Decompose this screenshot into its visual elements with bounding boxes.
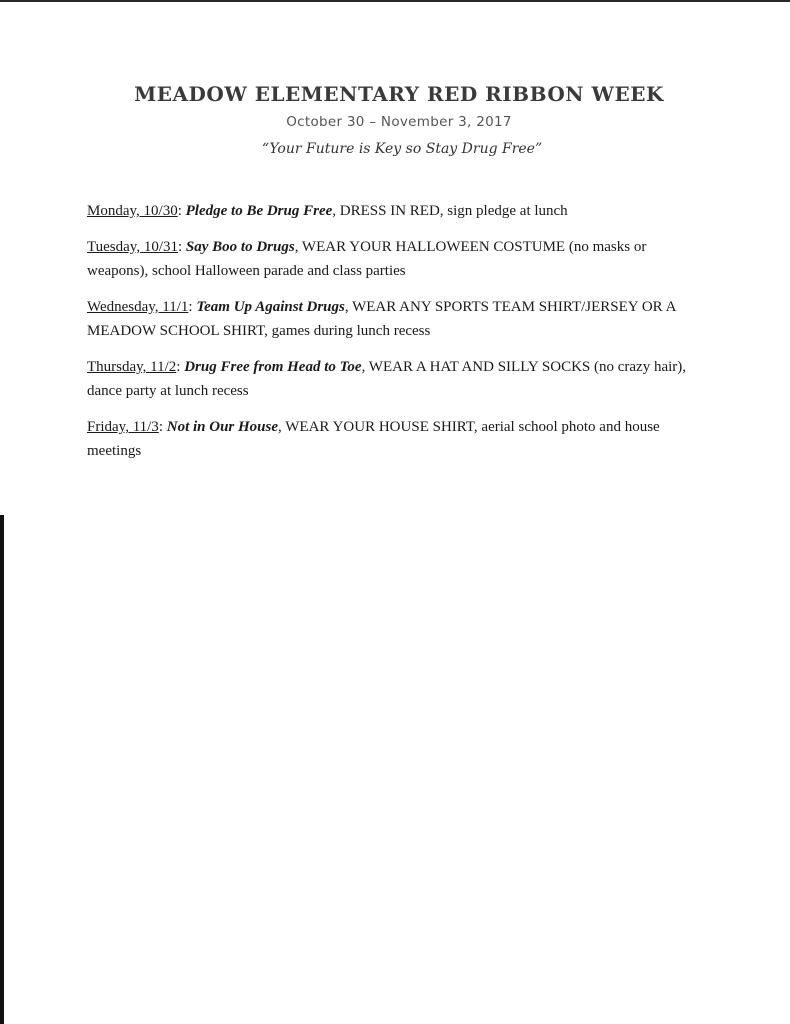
document-header: [0, 82, 790, 157]
day-label: Friday, 11/3: [87, 419, 159, 435]
day-label: Wednesday, 11/1: [87, 299, 189, 315]
day-theme: Pledge to Be Drug Free: [185, 203, 333, 219]
day-separator: :: [177, 239, 186, 255]
day-details: , WEAR ANY SPORTS TEAM SHIRT/JERSEY OR A MEADOW SCHOOL SHIRT, games during lunch recess: [87, 299, 676, 339]
day-theme: Drug Free from Head to Toe: [184, 359, 362, 375]
day-details: , WEAR YOUR HOUSE SHIRT, aerial school photo and house meetings: [87, 419, 660, 459]
day-separator: :: [177, 203, 186, 219]
schedule-entry-tuesday: [87, 235, 707, 283]
event-dates: October 30 – November 3, 2017: [286, 114, 512, 130]
scan-left-edge: [0, 515, 4, 1024]
day-separator: :: [158, 419, 167, 435]
day-details: , WEAR YOUR HALLOWEEN COSTUME (no masks or weapons), school Halloween parade and class parties: [87, 239, 647, 279]
schedule-entry-wednesday: [87, 295, 707, 343]
day-theme: Team Up Against Drugs: [196, 299, 345, 315]
day-separator: :: [176, 359, 185, 375]
day-details: , DRESS IN RED, sign pledge at lunch: [332, 203, 568, 219]
schedule-entry-thursday: [87, 355, 707, 403]
day-theme: Say Boo to Drugs: [185, 239, 295, 255]
week-schedule: [87, 199, 707, 475]
day-theme: Not in Our House: [166, 419, 279, 435]
day-label: Monday, 10/30: [87, 203, 178, 219]
schedule-entry-friday: [87, 415, 707, 463]
day-label: Thursday, 11/2: [87, 359, 177, 375]
event-motto: “Your Future is Key so Stay Drug Free”: [261, 141, 543, 157]
day-separator: :: [188, 299, 197, 315]
schedule-entry-monday: [87, 199, 707, 223]
day-details: , WEAR A HAT AND SILLY SOCKS (no crazy hair), dance party at lunch recess: [87, 359, 687, 399]
day-label: Tuesday, 10/31: [87, 239, 178, 255]
document-title: MEADOW ELEMENTARY RED RIBBON WEEK: [134, 82, 664, 106]
scan-top-edge: [0, 0, 790, 2]
